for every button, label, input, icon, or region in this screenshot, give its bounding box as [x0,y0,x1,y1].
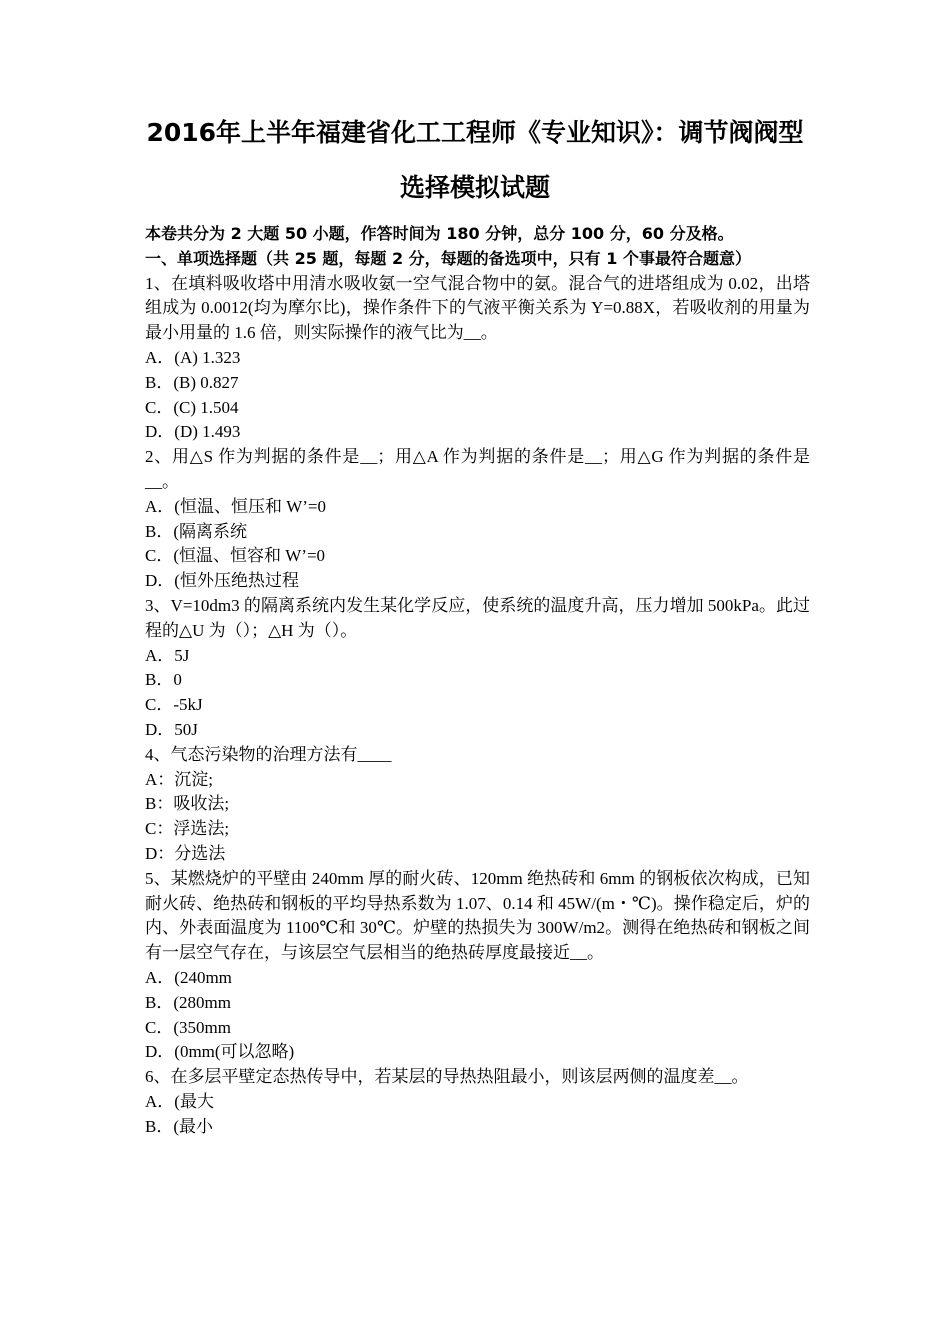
question-option: D．(D) 1.493 [145,422,241,442]
question-option: D：分选法 [145,843,226,863]
question-stem: 2、用△S 作为判据的条件是__；用△A 作为判据的条件是__；用△G 作为判据的条件是__。 [145,447,810,491]
question-3 [145,594,810,743]
question-stem: 4、气态污染物的治理方法有____ [145,744,392,764]
question-option: B：吸收法; [145,794,230,814]
question-option: C．(C) 1.504 [145,397,239,417]
document-title-line2: 选择模拟试题 [399,173,550,202]
question-option: C．-5kJ [145,695,203,715]
document-body [145,222,810,1139]
question-option: D．(0mm(可以忽略) [145,1042,295,1062]
question-option: C．(350mm [145,1017,231,1037]
question-option: A．5J [145,645,190,665]
question-option: B．(280mm [145,992,231,1012]
question-stem: 6、在多层平壁定态热传导中，若某层的导热热阻最小，则该层两侧的温度差__。 [145,1067,749,1087]
question-stem: 1、在填料吸收塔中用清水吸收氨一空气混合物中的氨。混合气的进塔组成为 0.02，出塔组成为 0.0012(均为摩尔比)，操作条件下的气液平衡关系为 Y=0.88X，若吸收剂的用量为最小用量的 1.6 倍，则实际操作的液气比为__。 [145,273,810,343]
question-option: B．(隔离系统 [145,521,247,541]
question-2 [145,445,810,594]
question-option: C：浮选法; [145,819,230,839]
question-option: C．(恒温、恒容和 W’=0 [145,546,326,566]
question-1 [145,272,810,446]
question-option: D．50J [145,719,198,739]
question-5 [145,867,810,1065]
question-option: B．(最小 [145,1116,213,1136]
question-4 [145,743,810,867]
question-option: B．0 [145,670,182,690]
question-option: A．(240mm [145,967,232,987]
question-stem: 5、某燃烧炉的平壁由 240mm 厚的耐火砖、120mm 绝热砖和 6mm 的钢板依次构成，已知耐火砖、绝热砖和钢板的平均导热系数为 1.07、0.14 和 45W/(m・℃)。操作稳定后，炉的内、外表面温度为 1100℃和 30℃。炉壁的热损失为 300W/m2。测得在绝热砖和钢板之间有一层空气存在，与该层空气层相当的绝热砖厚度最接近__。 [145,868,810,963]
question-option: A．(最大 [145,1091,214,1111]
question-option: A．(恒温、恒压和 W’=0 [145,496,326,516]
question-option: B．(B) 0.827 [145,372,239,392]
question-option: D．(恒外压绝热过程 [145,571,299,591]
document-title-line1: 2016年上半年福建省化工工程师《专业知识》：调节阀阀型 [146,118,804,147]
section-heading: 一、单项选择题（共 25 题，每题 2 分，每题的备选项中，只有 1 个事最符合题意） [145,248,751,268]
question-option: A．(A) 1.323 [145,347,241,367]
question-option: A：沉淀; [145,769,213,789]
exam-intro: 本卷共分为 2 大题 50 小题，作答时间为 180 分钟，总分 100 分，60 分及格。 [145,224,734,243]
question-stem: 3、V=10dm3 的隔离系统内发生某化学反应，使系统的温度升高，压力增加 500kPa。此过程的△U 为（）；△H 为（）。 [145,595,810,640]
question-6 [145,1065,810,1139]
